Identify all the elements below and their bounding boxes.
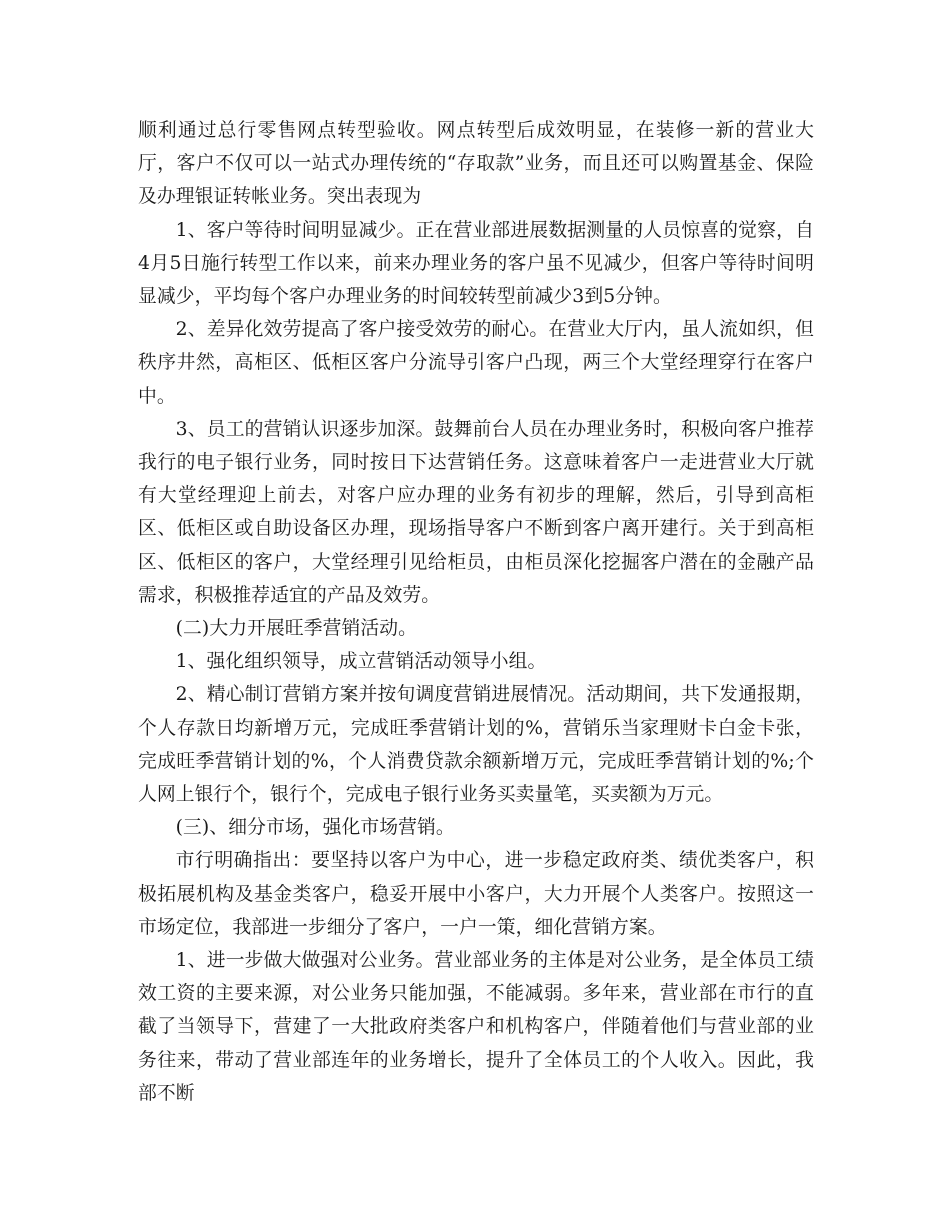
section-heading-market-segmentation: (三)、细分市场，强化市场营销。 <box>175 817 455 839</box>
paragraph-corporate-business: 1、进一步做大做强对公业务。营业部业务的主体是对公业务，是全体员工绩效工资的主要来源，对公业务只能加强，不能减弱。多年来，营业部在市行的直截了当领导下，营建了一大批政府类客户和机构客户，伴随着他们与营业部的业务往来，带动了营业部连年的业务增长，提升了全体员工的个人收入。因此，我部不断 <box>138 950 814 1104</box>
paragraph-item-1-wait-time: 1、客户等待时间明显减少。正在营业部进展数据测量的人员惊喜的觉察，自4月5日施行转型工作以来，前来办理业务的客户虽不见减少，但客户等待时间明显减少，平均每个客户办理业务的时间较转型前减少3到5分钟。 <box>138 219 814 308</box>
paragraph-item-3-marketing-awareness: 3、员工的营销认识逐步加深。鼓舞前台人员在办理业务时，积极向客户推荐我行的电子银行业务，同时按日下达营销任务。这意味着客户一走进营业大厅就有大堂经理迎上前去，对客户应办理的业务有初步的理解，然后，引导到高柜区、低柜区或自助设备区办理，现场指导客户不断到客户离开建行。关于到高柜区、低柜区的客户，大堂经理引见给柜员，由柜员深化挖掘客户潜在的金融产品需求，积极推荐适宜的产品及效劳。 <box>138 418 814 606</box>
document-body <box>138 114 814 1110</box>
paragraph-city-bank-directive: 市行明确指出：要坚持以客户为中心，进一步稳定政府类、绩优类客户，积极拓展机构及基金类客户，稳妥开展中小客户，大力开展个人类客户。按照这一市场定位，我部进一步细分了客户，一户一策，细化营销方案。 <box>138 850 814 938</box>
paragraph-marketing-plan: 2、精心制订营销方案并按旬调度营销进展情况。活动期间，共下发通报期，个人存款日均新增万元，完成旺季营销计划的%，营销乐当家理财卡白金卡张，完成旺季营销计划的%，个人消费贷款余额新增万元，完成旺季营销计划的%;个人网上银行个，银行个，完成电子银行业务买卖量笔，买卖额为万元。 <box>138 684 814 806</box>
paragraph-item-2-differentiated-service: 2、差异化效劳提高了客户接受效劳的耐心。在营业大厅内，虽人流如织，但秩序井然，高柜区、低柜区客户分流导引客户凸现，两三个大堂经理穿行在客户中。 <box>138 319 814 407</box>
section-heading-peak-season-marketing: (二)大力开展旺季营销活动。 <box>175 618 418 640</box>
paragraph-continuation: 顺利通过总行零售网点转型验收。网点转型后成效明显，在装修一新的营业大厅，客户不仅可以一站式办理传统的“存取款”业务，而且还可以购置基金、保险及办理银证转帐业务。突出表现为 <box>138 120 814 208</box>
paragraph-organization-leadership: 1、强化组织领导，成立营销活动领导小组。 <box>175 651 547 673</box>
